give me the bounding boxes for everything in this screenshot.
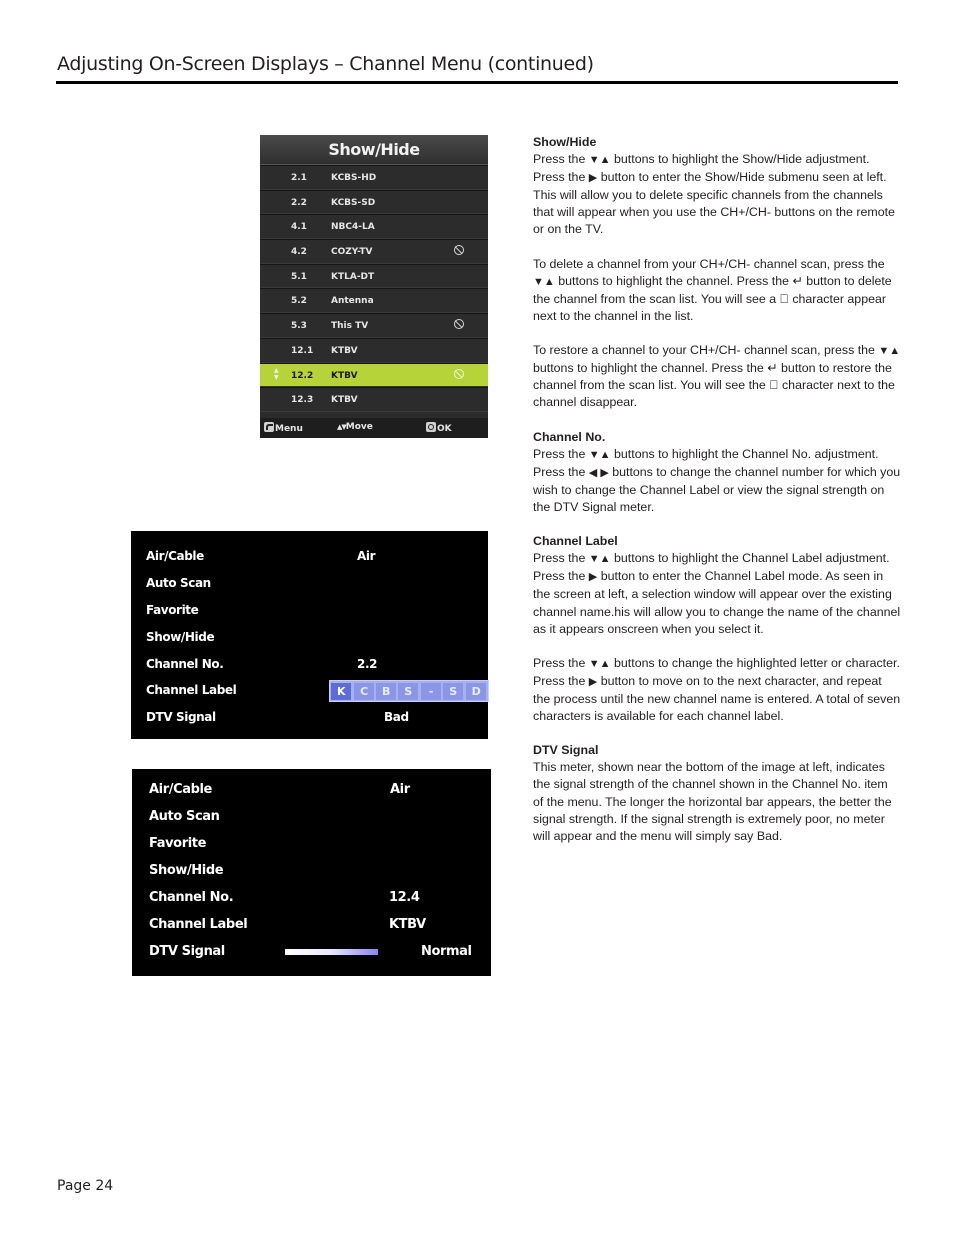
right-arrow-icon: ▶ xyxy=(588,571,598,584)
label-letter: S xyxy=(398,683,418,700)
paragraph: To restore a channel to your CH+/CH- channel scan, press the ▼▲ buttons to highlight the channel. Press the ↵ button to restore the channel from the scan list. You will see the character next to the channel disappear. xyxy=(533,343,901,410)
paragraph: Press the ▼▲ buttons to change the highlighted letter or character. Press the ▶ button to move on to the next character, and repeat the process until the new channel name is entered. A total of seven characters is available for each channel label. xyxy=(533,655,901,724)
channel-name: KTLA-DT xyxy=(331,271,375,282)
section-heading-channel-label: Channel Label xyxy=(533,534,618,549)
down-up-arrows-icon: ▼▲ xyxy=(588,448,611,461)
menu-item-auto-scan: Auto Scan xyxy=(149,809,220,824)
up-down-arrows-icon: ▲▼ xyxy=(337,423,346,431)
channel-row[interactable] xyxy=(260,264,488,289)
hidden-channel-icon xyxy=(454,369,464,379)
channel-name: KCBS-SD xyxy=(331,197,376,208)
channel-menu-signal-screenshot xyxy=(132,769,491,976)
down-up-arrows-icon: ▼▲ xyxy=(878,345,901,358)
footer-move-hint: ▲▼Move xyxy=(337,422,373,432)
label-letter: K xyxy=(331,683,351,700)
air-cable-value: Air xyxy=(357,549,376,563)
footer-ok-hint: OK xyxy=(426,422,452,434)
label-letter: B xyxy=(376,683,396,700)
section-heading-show-hide: Show/Hide xyxy=(533,135,597,149)
down-up-arrows-icon: ▼▲ xyxy=(588,553,611,566)
menu-item-show-hide: Show/Hide xyxy=(146,630,215,644)
menu-item-dtv-signal: DTV Signal xyxy=(149,944,225,959)
menu-item-show-hide: Show/Hide xyxy=(149,863,224,878)
show-hide-channel-list xyxy=(260,165,488,412)
menu-item-favorite: Favorite xyxy=(146,603,199,617)
menu-item-favorite: Favorite xyxy=(149,836,206,851)
dtv-signal-value: Normal xyxy=(421,944,472,959)
menu-item-channel-label: Channel Label xyxy=(146,683,237,697)
section-heading-dtv-signal: DTV Signal xyxy=(533,743,599,758)
down-up-arrows-icon: ▼▲ xyxy=(588,657,611,670)
channel-number: 12.2 xyxy=(291,370,314,381)
paragraph: Press the ▼▲ buttons to highlight the Channel No. adjustment. Press the ◀ ▶ buttons to change the channel number for which you wish to change the Channel Label or view the signal strength on the DTV Signal meter. xyxy=(533,446,901,514)
channel-row[interactable] xyxy=(260,214,488,239)
instructions-column xyxy=(533,134,901,845)
label-letter: D xyxy=(466,683,486,700)
channel-number: 12.1 xyxy=(291,345,314,356)
channel-row[interactable] xyxy=(260,387,488,412)
channel-name: This TV xyxy=(331,321,369,332)
channel-row[interactable] xyxy=(260,288,488,313)
show-hide-screenshot xyxy=(260,135,488,438)
show-hide-screen-footer xyxy=(260,418,488,438)
channel-name: KTBV xyxy=(331,395,358,406)
label-letter: C xyxy=(354,683,374,700)
channel-no-value: 2.2 xyxy=(357,657,378,671)
channel-name: NBC4-LA xyxy=(331,222,375,233)
footer-menu-hint: Menu xyxy=(264,422,303,434)
channel-row[interactable] xyxy=(260,338,488,363)
channel-no-value: 12.4 xyxy=(389,890,420,905)
paragraph: Press the ▼▲ buttons to highlight the Channel Label adjustment. Press the ▶ button to enter the Channel Label mode. As seen in the screen at left, a selection window will appear over the existing channel name.his will allow you to change the name of the channel as it appears onscreen when you select it. xyxy=(533,551,901,636)
channel-menu-label-screenshot xyxy=(131,531,488,739)
channel-number: 2.2 xyxy=(291,197,307,208)
menu-item-channel-label: Channel Label xyxy=(149,917,248,932)
right-arrow-icon: ▶ xyxy=(588,675,598,688)
ok-button-icon xyxy=(426,422,436,432)
page-title: Adjusting On-Screen Displays – Channel Menu (continued) xyxy=(57,53,594,75)
title-divider xyxy=(56,81,898,84)
channel-number: 4.2 xyxy=(291,247,307,258)
channel-label-selection-window xyxy=(329,680,489,702)
paragraph: This meter, shown near the bottom of the image at left, indicates the signal strength of the channel shown in the Channel No. item of the menu. The longer the horizontal bar appears, the better the signal strength. If the signal strength is extremely poor, no meter will appear and the menu will simply say Bad. xyxy=(533,760,892,843)
menu-item-air-cable: Air/Cable xyxy=(149,782,212,797)
section-heading-channel-no: Channel No. xyxy=(533,429,606,444)
channel-row[interactable] xyxy=(260,313,488,338)
channel-number: 12.3 xyxy=(291,395,314,406)
label-letter: S xyxy=(443,683,463,700)
channel-name: COZY-TV xyxy=(331,247,373,258)
channel-number: 5.1 xyxy=(291,271,307,282)
show-hide-screen-title: Show/Hide xyxy=(260,135,488,165)
paragraph: To delete a channel from your CH+/CH- channel scan, press the ▼▲ buttons to highlight the channel. Press the ↵ button to delete the channel from the scan list. You will see a character appear next to the channel in the list. xyxy=(533,256,892,323)
dtv-signal-value: Bad xyxy=(384,710,409,724)
label-letter: - xyxy=(421,683,441,700)
channel-name: KCBS-HD xyxy=(331,173,377,183)
channel-label-value: KTBV xyxy=(389,917,426,932)
left-right-arrows-icon: ◀ ▶ xyxy=(588,466,609,479)
dtv-signal-meter xyxy=(285,949,378,955)
down-up-arrows-icon: ▼▲ xyxy=(533,275,555,288)
menu-item-auto-scan: Auto Scan xyxy=(146,576,211,590)
down-up-arrows-icon: ▼▲ xyxy=(588,154,611,167)
menu-item-dtv-signal: DTV Signal xyxy=(146,710,216,724)
hidden-channel-icon xyxy=(454,245,464,255)
channel-number: 5.3 xyxy=(291,321,307,332)
hidden-channel-icon xyxy=(454,319,464,329)
air-cable-value: Air xyxy=(390,782,410,797)
enter-icon: ↵ xyxy=(792,273,803,288)
page-number: Page 24 xyxy=(57,1178,114,1194)
menu-item-air-cable: Air/Cable xyxy=(146,549,204,563)
enter-icon: ↵ xyxy=(767,361,778,376)
channel-name: KTBV xyxy=(331,345,358,356)
channel-number: 5.2 xyxy=(291,296,307,307)
paragraph: Press the ▼▲ buttons to highlight the Show/Hide adjustment. Press the ▶ button to enter the Show/Hide submenu seen at left. This will allow you to delete specific channels from the channels that will appear when you use the CH+/CH- buttons on the remote or on the TV. xyxy=(533,152,895,237)
channel-name: KTBV xyxy=(331,370,358,381)
up-down-arrows-icon: ▲ ▼ xyxy=(274,366,279,381)
menu-item-channel-no: Channel No. xyxy=(149,890,234,905)
channel-row[interactable] xyxy=(260,239,488,264)
channel-row[interactable] xyxy=(260,165,488,190)
channel-row[interactable] xyxy=(260,190,488,215)
channel-row[interactable] xyxy=(260,363,488,388)
channel-number: 2.1 xyxy=(291,173,307,183)
channel-name: Antenna xyxy=(331,296,374,307)
channel-number: 4.1 xyxy=(291,222,307,233)
menu-item-channel-no: Channel No. xyxy=(146,657,224,671)
right-arrow-icon: ▶ xyxy=(588,172,598,185)
back-icon xyxy=(264,422,274,432)
